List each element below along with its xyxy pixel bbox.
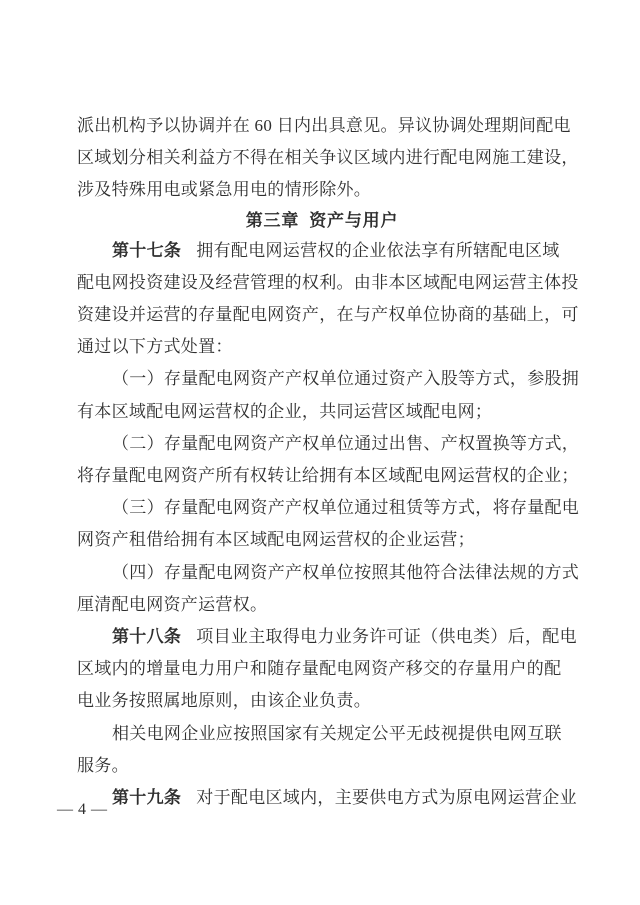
document-line [77, 142, 579, 174]
document-line [77, 428, 580, 460]
text-segment: （三）存量配电网资产产权单位通过租赁等方式，将存量配电 [112, 498, 580, 518]
text-segment: 项目业主取得电力业务许可证（供电类）后，配电 [187, 627, 577, 647]
text-segment: 服务。 [77, 755, 129, 775]
text-segment: 第三章 资产与用户 [245, 210, 399, 230]
text-segment: 对于配电区域内，主要供电方式为原电网运营企业 [187, 788, 577, 808]
article-number: 第十八条 [112, 627, 182, 647]
document-line [77, 524, 567, 556]
text-segment: 相关电网企业应按照国家有关规定公平无歧视提供电网互联 [112, 723, 562, 743]
document-line [77, 750, 567, 782]
text-segment: 配电网投资建设及经营管理的权利。由非本区域配电网运营主体投 [77, 272, 579, 292]
document-line [77, 685, 567, 717]
document-line [77, 396, 567, 428]
text-segment: 区域划分相关利益方不得在相关争议区域内进行配电网施工建设， [77, 148, 579, 168]
text-segment: 网资产租借给拥有本区域配电网运营权的企业运营； [77, 530, 475, 550]
text-segment: 通过以下方式处置： [77, 337, 233, 357]
text-segment: 将存量配电网资产所有权转让给拥有本区域配电网运营权的企业； [77, 466, 579, 486]
text-segment: 区域内的增量电力用户和随存量配电网资产移交的存量用户的配 [77, 659, 562, 679]
text-segment: （一）存量配电网资产产权单位通过资产入股等方式，参股拥 [112, 369, 580, 389]
document-line [77, 557, 580, 589]
document-line [77, 492, 580, 524]
text-segment: 厘清配电网资产运营权。 [77, 594, 268, 614]
text-segment: 派出机构予以协调并在 60 日内出具意见。异议协调处理期间配电 [77, 116, 571, 135]
document-body [77, 110, 580, 814]
article-number: 第十九条 [112, 788, 182, 808]
document-line [77, 460, 579, 492]
document-line [77, 782, 577, 814]
text-segment: 电业务按照属地原则，由该企业负责。 [77, 691, 372, 711]
document-line [77, 331, 567, 363]
document-line [77, 363, 580, 395]
text-segment: 涉及特殊用电或紧急用电的情形除外。 [77, 180, 372, 200]
document-line [77, 589, 567, 621]
document-line [77, 174, 567, 206]
text-segment: 拥有配电网运营权的企业依法享有所辖配电区域 [187, 240, 560, 260]
page-number: — 4 — [57, 801, 108, 818]
document-line [77, 110, 571, 142]
text-segment: 资建设并运营的存量配电网资产，在与产权单位协商的基础上，可 [77, 305, 579, 325]
chapter-heading [77, 207, 567, 235]
document-line [77, 267, 579, 299]
document-line [77, 299, 579, 331]
article-number: 第十七条 [112, 240, 182, 260]
document-line [77, 235, 567, 267]
document-line [77, 653, 567, 685]
document-line [77, 621, 577, 653]
text-segment: （四）存量配电网资产产权单位按照其他符合法律法规的方式 [112, 562, 580, 582]
text-segment: 有本区域配电网运营权的企业，共同运营区域配电网； [77, 401, 493, 421]
document-line [77, 718, 567, 750]
text-segment: （二）存量配电网资产产权单位通过出售、产权置换等方式， [112, 433, 580, 453]
